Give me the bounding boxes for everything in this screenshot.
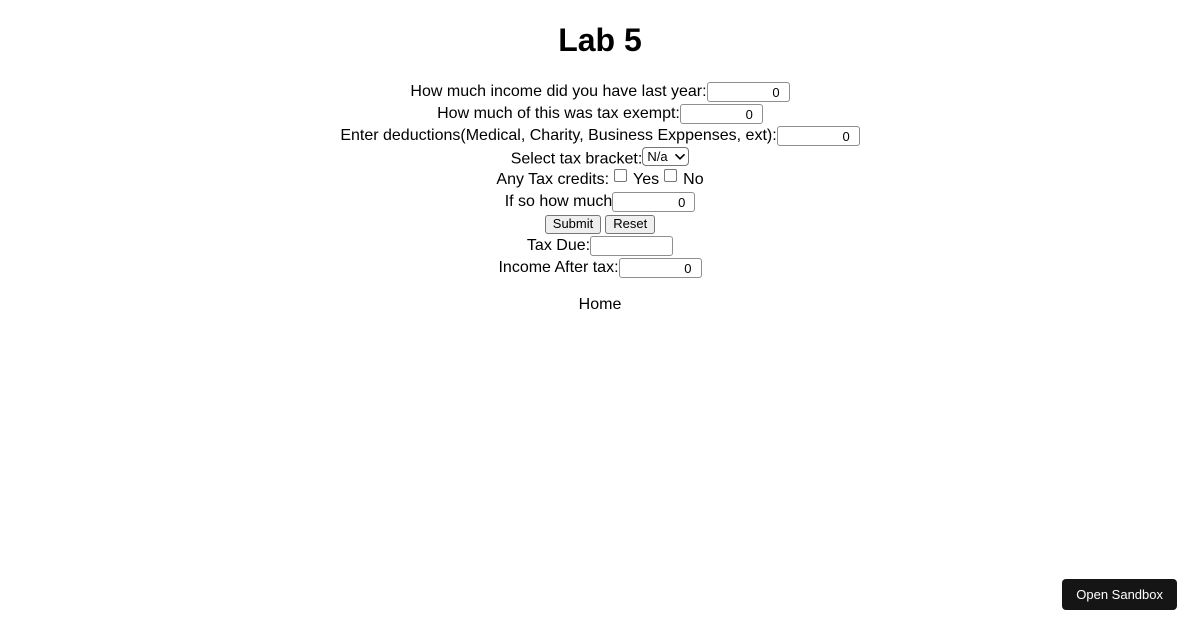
tax-due-input[interactable] <box>590 236 673 256</box>
form-row-income <box>0 81 1200 103</box>
income-after-tax-label: Income After tax: <box>498 259 619 276</box>
submit-button[interactable]: Submit <box>545 215 601 234</box>
tax-exempt-label: How much of this was tax exempt: <box>437 105 680 122</box>
income-after-tax-input[interactable] <box>619 258 702 278</box>
tax-credits-yes-checkbox[interactable] <box>614 169 627 182</box>
credit-amount-label: If so how much <box>504 193 613 210</box>
tax-bracket-select-wrap <box>642 147 689 172</box>
tax-bracket-select[interactable] <box>642 147 689 166</box>
form-row-credit-amount <box>0 191 1200 213</box>
home-link[interactable]: Home <box>578 296 622 313</box>
tax-bracket-label: Select tax bracket: <box>510 150 643 168</box>
form-row-tax-credits <box>0 169 1200 191</box>
tax-credits-label: Any Tax credits: <box>496 171 610 188</box>
income-label: How much income did you have last year: <box>410 83 707 100</box>
tax-due-label: Tax Due: <box>526 237 591 254</box>
reset-button[interactable]: Reset <box>605 215 655 234</box>
form-row-tax-due <box>0 235 1200 257</box>
income-input[interactable] <box>707 82 790 102</box>
tax-form <box>0 81 1200 279</box>
form-row-deductions <box>0 125 1200 147</box>
form-row-income-after-tax <box>0 257 1200 279</box>
open-sandbox-button[interactable]: Open Sandbox <box>1062 579 1177 610</box>
tax-exempt-input[interactable] <box>680 104 763 124</box>
form-row-tax-bracket <box>0 147 1200 169</box>
form-row-actions <box>0 213 1200 235</box>
home-row <box>0 296 1200 314</box>
form-row-tax-exempt <box>0 103 1200 125</box>
credit-amount-input[interactable] <box>612 192 695 212</box>
deductions-input[interactable] <box>777 126 860 146</box>
page-title: Lab 5 <box>558 22 642 58</box>
deductions-label: Enter deductions(Medical, Charity, Business Exppenses, ext): <box>340 127 777 144</box>
tax-credits-no-label: No <box>683 171 704 188</box>
tax-credits-yes-label: Yes <box>633 171 660 188</box>
